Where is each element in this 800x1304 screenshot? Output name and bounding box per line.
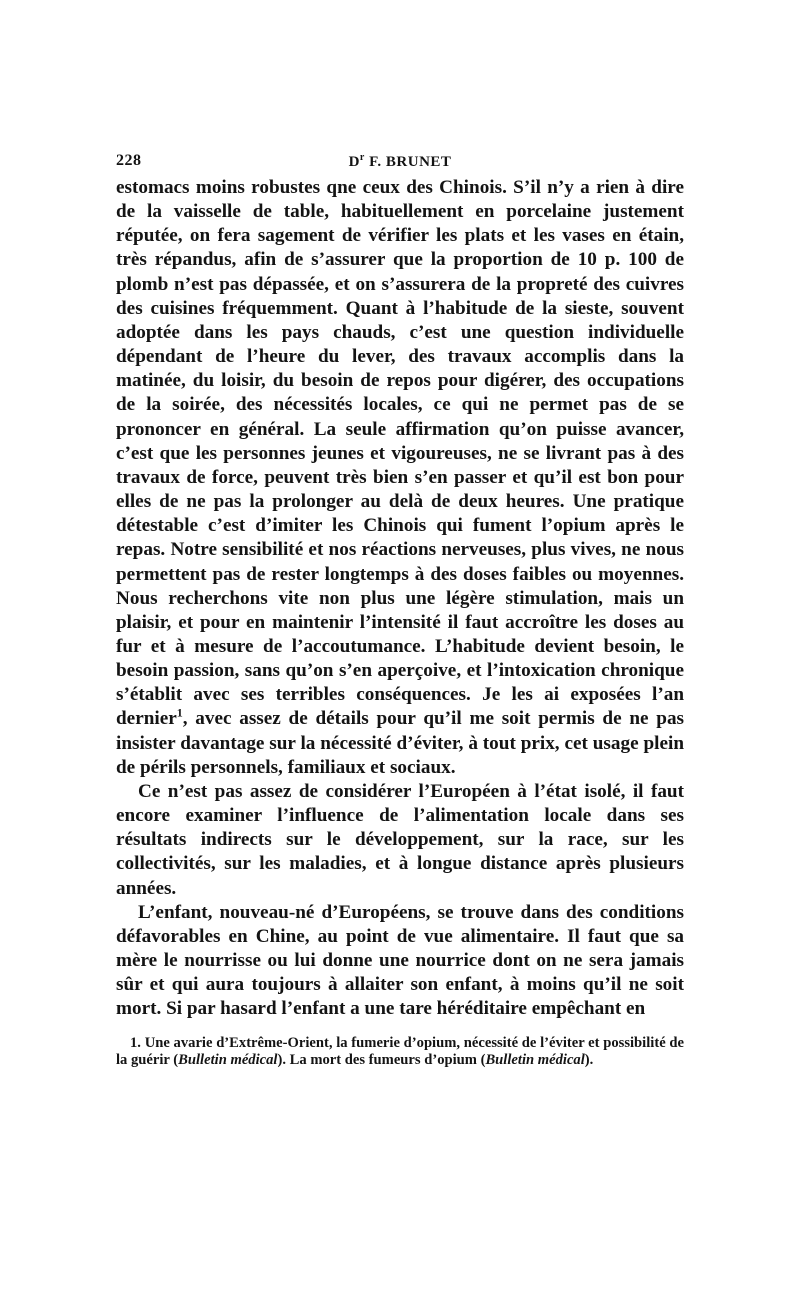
body-text	[116, 176, 684, 1021]
footnote-journal-2: Bulletin médical	[485, 1052, 585, 1069]
running-title	[116, 152, 684, 171]
footnote-text-3: ).	[584, 1052, 594, 1069]
paragraph-1	[116, 176, 684, 780]
footnote-text-1: Une avarie d’Extrême-Orient, la fumerie d’opium, nécessité de l’éviter et possibilité de la guérir (	[116, 1035, 684, 1069]
paragraph-3: L’enfant, nouveau-né d’Européens, se trouve dans des conditions défavorables en Chine, au point de vue alimentaire. Il faut que sa mère le nourrisse ou lui donne une nourrice dont on ne sera jamais sûr et qui aura toujours à allaiter son enfant, à moins qu’il ne soit mort. Si par hasard l’enfant a une tare héréditaire empêchant en	[116, 901, 684, 1020]
page-number: 228	[116, 152, 142, 169]
footnote-reference: 1	[176, 706, 183, 721]
footnote-number: 1.	[130, 1035, 141, 1052]
author-title-superscript: r	[359, 152, 365, 163]
footnote-text-2: ). La mort des fumeurs d’opium (	[277, 1052, 486, 1069]
footnote-1	[116, 1035, 684, 1069]
book-page	[116, 148, 684, 1069]
footnotes	[116, 1035, 684, 1069]
paragraph-2: Ce n’est pas assez de considérer l’Européen à l’état isolé, il faut encore examiner l’influence de l’alimentation locale dans ses résultats indirects sur le développement, sur la race, sur les collectivités, sur les maladies, et à longue distance après plusieurs années.	[116, 780, 684, 899]
author-name: F. BRUNET	[364, 154, 452, 170]
paragraph-1-text-after: , avec assez de détails pour qu’il me soit permis de ne pas insister davantage sur la nécessité d’éviter, à tout prix, cet usage plein de périls personnels, familiaux et sociaux.	[116, 708, 684, 778]
author-title-prefix: D	[348, 154, 360, 170]
footnote-journal-1: Bulletin médical	[178, 1052, 278, 1069]
paragraph-1-text: estomacs moins robustes qne ceux des Chinois. S’il n’y a rien à dire de la vaisselle de table, habituellement en porcelaine justement réputée, on fera sagement de vérifier les plats et les vases en étain, très répandus, afin de s’assurer que la proportion de 10 p. 100 de plomb n’est pas dépassée, et on s’assurera de la propreté des cuivres des cuisines fréquemment. Quant à l’habitude de la sieste, souvent adoptée dans les pays chauds, c’est une question individuelle dépendant de l’heure du lever, des travaux accomplis dans la matinée, du loisir, du besoin de repos pour digérer, des occupations de la soirée, des nécessités locales, ce qui ne permet pas de se prononcer en général. La seule affirmation qu’on puisse avancer, c’est que les personnes jeunes et vigoureuses, ne se livrant pas à des travaux de force, peuvent très bien s’en passer et qu’il est bon pour elles de ne pas la prolonger au delà de deux heures. Une pratique détestable c’est d’imiter les Chinois qui fument l’opium après le repas. Notre sensibilité et nos réactions nerveuses, plus vives, ne nous permettent pas de rester longtemps à des doses faibles ou moyennes. Nous recherchons vite non plus une légère stimulation, mais un plaisir, et pour en maintenir l’intensité il faut accroître les doses au fur et à mesure de l’accoutumance. L’habitude devient besoin, le besoin passion, sans qu’on s’en aperçoive, et l’intoxication chronique s’établit avec ses terribles conséquences. Je les ai exposées l’an dernier	[116, 177, 684, 730]
running-head	[116, 148, 684, 176]
